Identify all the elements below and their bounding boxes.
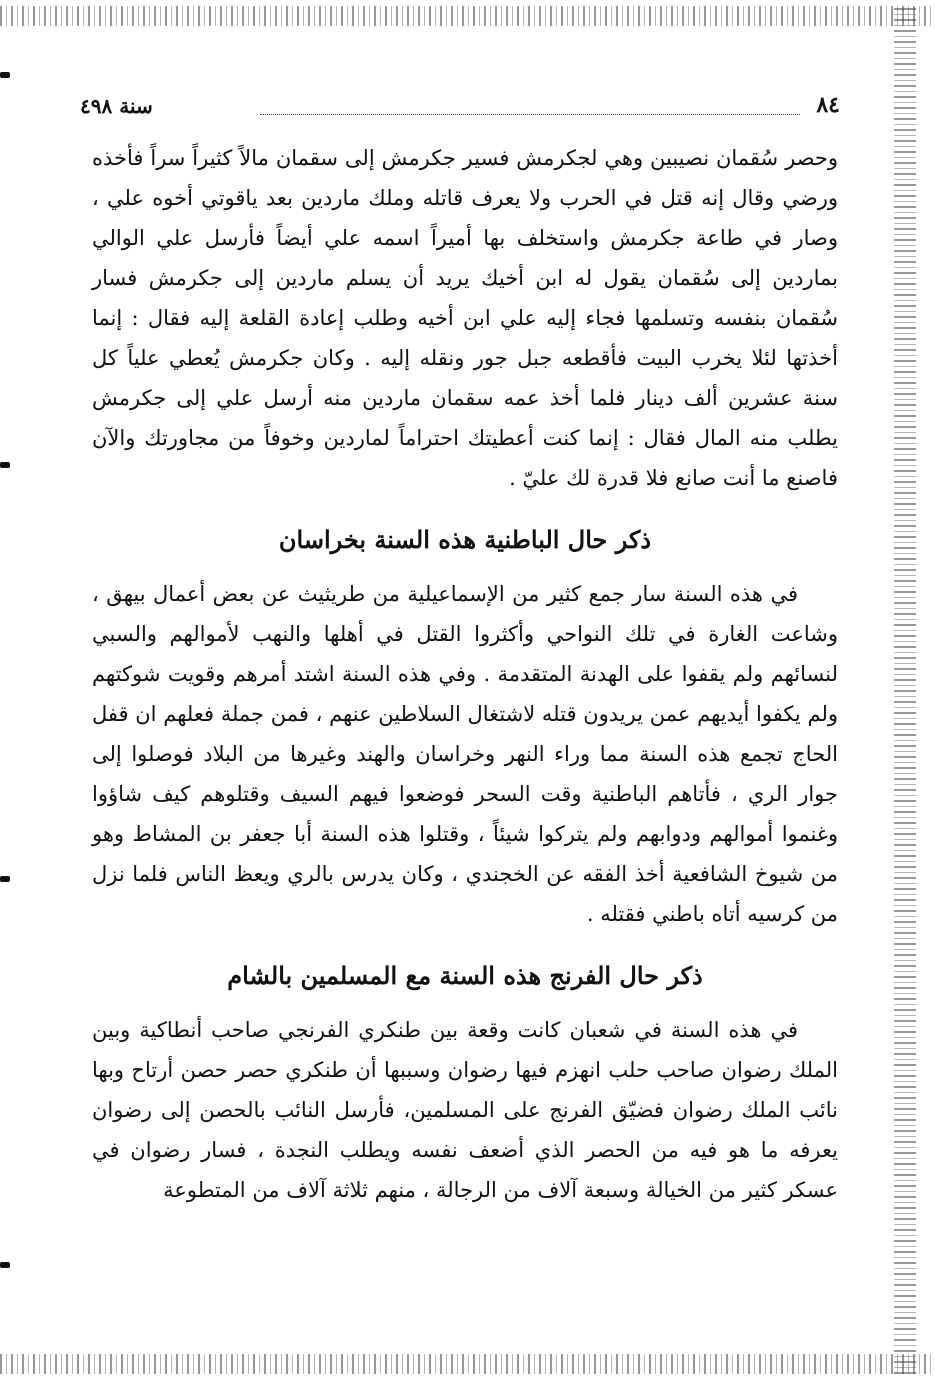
header-rule xyxy=(260,114,800,115)
paragraph-franks: في هذه السنة في شعبان كانت وقعة بين طنكري الفرنجي صاحب أنطاكية وبين الملك رضوان صاحب حلب انهزم فيها رضوان وسببها أن طنكري حصر حصن أرتاح وبها نائب الملك رضوان فضيّق الفرنج على المسلمين، فأرسل النائب بالحصن إلى رضوان يعرفه ما هو فيه من الحصر الذي أضعف نفسه ويطلب النجدة ، فسار رضوان في عسكر كثير من الخيالة وسبعة آلاف من الرجالة ، منهم ثلاثة آلاف من المتطوعة xyxy=(92,1018,838,1202)
page-body xyxy=(92,138,838,1210)
section-heading-batiniyya: ذكر حال الباطنية هذه السنة بخراسان xyxy=(278,525,652,554)
decorative-border-bottom xyxy=(0,1354,935,1374)
running-head: سنة ٤٩٨ xyxy=(80,94,153,118)
decorative-border-top xyxy=(0,6,935,26)
page-header xyxy=(80,92,840,122)
page-number: ٨٤ xyxy=(816,92,840,118)
edge-mark xyxy=(0,1262,10,1268)
edge-mark xyxy=(0,72,10,78)
section-heading-franks: ذكر حال الفرنج هذه السنة مع المسلمين بالشام xyxy=(227,961,703,990)
edge-mark xyxy=(0,462,10,468)
paragraph-batiniyya: في هذه السنة سار جمع كثير من الإسماعيلية من طريثيث عن بعض أعمال بيهق ، وشاعت الغارة في تلك النواحي وأكثروا القتل في أهلها والنهب لأموالهم والسبي لنسائهم ولم يقفوا على الهدنة المتقدمة . وفي هذه السنة اشتد أمرهم وقويت شوكتهم ولم يكفوا أيديهم عمن يريدون قتله لاشتغال السلاطين عنهم ، فمن جملة فعلهم ان قفل الحاج تجمع هذه السنة مما وراء النهر وخراسان والهند وغيرها من البلاد فوصلوا إلى جوار الري ، فأتاهم الباطنية وقت السحر فوضعوا فيهم السيف وقتلوهم كيف شاؤوا وغنموا أموالهم ودوابهم ولم يتركوا شيئاً ، وقتلوا هذه السنة أبا جعفر بن المشاط وهو من شيوخ الشافعية أخذ الفقه عن الخجندي ، وكان يدرس بالري ويعظ الناس فلما نزل من كرسيه أتاه باطني فقتله . xyxy=(92,582,838,926)
edge-mark xyxy=(0,876,10,882)
decorative-border-right xyxy=(894,6,916,1374)
intro-paragraph: وحصر سُقمان نصيبين وهي لجكرمش فسير جكرمش إلى سقمان مالاً كثيراً سراً فأخذه ورضي وقال إنه قتل في الحرب ولا يعرف قاتله وملك ماردين بعد ياقوتي أخوه علي ، وصار في طاعة جكرمش واستخلف بها أميراً اسمه علي أيضاً فأرسل علي الوالي بماردين إلى سُقمان يقول له ابن أخيك يريد أن يسلم ماردين إلى جكرمش فسار سُقمان بنفسه وتسلمها فجاء إليه علي ابن أخيه وطلب إعادة القلعة إليه فقال : إنما أخذتها لئلا يخرب البيت فأقطعه جبل جور ونقله إليه . وكان جكرمش يُعطي علياً كل سنة عشرين ألف دينار فلما أخذ عمه سقمان ماردين منه أرسل علي إلى جكرمش يطلب منه المال فقال : إنما كنت أعطيتك احتراماً لماردين وخوفاً من مجاورتك والآن فاصنع ما أنت صانع فلا قدرة لك عليّ . xyxy=(92,146,838,490)
